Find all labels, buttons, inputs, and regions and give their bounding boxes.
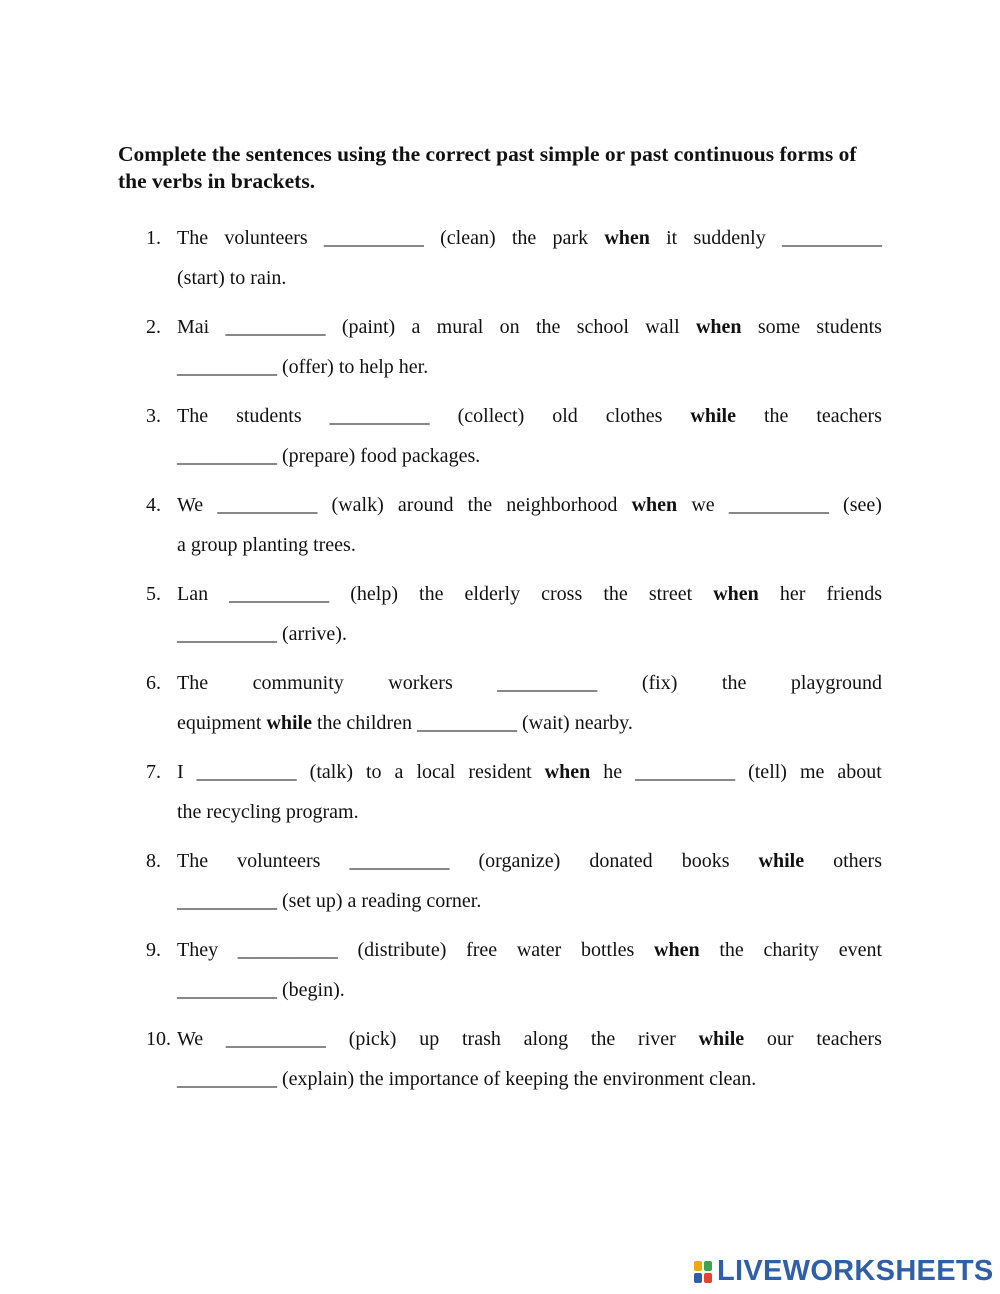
conjunction-keyword: while	[266, 712, 312, 734]
sentence-word: community	[252, 672, 344, 694]
sentence-word: street	[648, 583, 693, 605]
sentence-word: students	[236, 405, 302, 427]
sentence-word: (distribute)	[357, 939, 447, 961]
logo-mark-square	[704, 1261, 712, 1271]
sentence-text: __________ (offer) to help her.	[177, 356, 429, 378]
exercise-line-1	[177, 672, 882, 695]
conjunction-keyword: when	[631, 494, 678, 516]
exercise-line-1	[177, 583, 882, 606]
sentence-word: the	[603, 583, 628, 605]
sentence-word: the	[721, 672, 747, 694]
exercise-number: 10.	[146, 1028, 171, 1050]
sentence-word: volunteers	[237, 850, 321, 872]
exercise-line-1	[177, 1028, 882, 1051]
answer-blank: __________	[225, 316, 326, 338]
exercise-line-2	[177, 979, 882, 1002]
sentence-word: (see)	[843, 494, 882, 516]
sentence-word: park	[552, 227, 589, 249]
exercise-number: 4.	[146, 494, 161, 516]
exercise-number: 5.	[146, 583, 161, 605]
sentence-text: the children __________ (wait) nearby.	[312, 712, 633, 734]
sentence-word: (walk)	[331, 494, 384, 516]
sentence-word: (clean)	[440, 227, 496, 249]
sentence-word: (pick)	[348, 1028, 397, 1050]
logo-text: LIVEWORKSHEETS	[717, 1255, 994, 1287]
exercise-number: 6.	[146, 672, 161, 694]
answer-blank: __________	[728, 494, 829, 516]
sentence-word: neighborhood	[506, 494, 618, 516]
liveworksheets-logo	[693, 1255, 994, 1288]
logo-mark-square	[694, 1273, 702, 1283]
answer-blank: __________	[196, 761, 297, 783]
sentence-word: teachers	[816, 1028, 882, 1050]
sentence-word: (talk)	[309, 761, 353, 783]
sentence-word: old	[552, 405, 578, 427]
sentence-word: we	[691, 494, 715, 516]
sentence-word: Lan	[177, 583, 209, 605]
sentence-word: a	[411, 316, 421, 338]
sentence-word: a	[394, 761, 404, 783]
sentence-word: (tell)	[748, 761, 787, 783]
logo-mark-icon	[693, 1260, 713, 1284]
exercise-item	[0, 491, 1000, 580]
exercise-item	[0, 1025, 1000, 1114]
sentence-word: mural	[436, 316, 484, 338]
sentence-word: The	[177, 672, 209, 694]
exercise-line-2	[177, 1068, 882, 1091]
exercise-number: 2.	[146, 316, 161, 338]
answer-blank: __________	[229, 583, 330, 605]
exercise-item	[0, 936, 1000, 1025]
sentence-word: along	[523, 1028, 569, 1050]
conjunction-keyword: while	[758, 850, 805, 872]
sentence-text: __________ (arrive).	[177, 623, 347, 645]
sentence-word: the	[467, 494, 493, 516]
sentence-text: (start) to rain.	[177, 267, 287, 289]
sentence-word: the	[763, 405, 789, 427]
conjunction-keyword: while	[698, 1028, 745, 1050]
sentence-word: donated	[589, 850, 653, 872]
sentence-word: The	[177, 227, 209, 249]
sentence-word: teachers	[816, 405, 882, 427]
sentence-word: he	[603, 761, 623, 783]
exercise-item	[0, 847, 1000, 936]
sentence-word: it	[666, 227, 678, 249]
sentence-word: playground	[790, 672, 882, 694]
exercise-number: 7.	[146, 761, 161, 783]
sentence-word: event	[838, 939, 882, 961]
instructions: Complete the sentences using the correct past simple or past continuous forms of the verbs in brackets.	[118, 142, 857, 193]
sentence-word: (collect)	[457, 405, 525, 427]
sentence-word: on	[499, 316, 520, 338]
sentence-text: __________ (explain) the importance of keeping the environment clean.	[177, 1068, 757, 1090]
sentence-word: (organize)	[478, 850, 561, 872]
sentence-word: The	[177, 850, 209, 872]
sentence-word: elderly	[464, 583, 521, 605]
exercise-item	[0, 669, 1000, 758]
sentence-word: the	[511, 227, 537, 249]
exercise-number: 1.	[146, 227, 161, 249]
sentence-word: others	[833, 850, 882, 872]
sentence-word: (help)	[350, 583, 398, 605]
exercise-number: 8.	[146, 850, 161, 872]
logo-mark-square	[694, 1261, 702, 1271]
sentence-word: I	[177, 761, 184, 783]
exercise-line-2	[177, 445, 882, 468]
sentence-text: equipment	[177, 712, 267, 734]
sentence-word: charity	[763, 939, 819, 961]
answer-blank: __________	[497, 672, 598, 694]
exercise-line-1	[177, 494, 882, 517]
answer-blank: __________	[323, 227, 424, 249]
logo-mark-square	[704, 1273, 712, 1283]
conjunction-keyword: when	[544, 761, 591, 783]
sentence-word: volunteers	[224, 227, 308, 249]
answer-blank: __________	[217, 494, 318, 516]
sentence-word: trash	[461, 1028, 501, 1050]
conjunction-keyword: when	[713, 583, 759, 605]
sentence-word: her	[779, 583, 806, 605]
answer-blank: __________	[635, 761, 736, 783]
exercise-list	[0, 224, 1000, 1114]
sentence-word: suddenly	[693, 227, 766, 249]
sentence-word: local	[416, 761, 456, 783]
sentence-word: resident	[468, 761, 532, 783]
sentence-text: __________ (set up) a reading corner.	[177, 890, 482, 912]
exercise-item	[0, 758, 1000, 847]
sentence-word: We	[177, 1028, 204, 1050]
sentence-word: We	[177, 494, 204, 516]
exercise-line-2	[177, 356, 882, 379]
answer-blank: __________	[225, 1028, 326, 1050]
exercise-line-1	[177, 761, 882, 784]
sentence-word: the	[419, 583, 444, 605]
sentence-word: workers	[388, 672, 453, 694]
sentence-word: free	[466, 939, 498, 961]
exercise-item	[0, 580, 1000, 669]
sentence-word: up	[419, 1028, 440, 1050]
sentence-word: to	[365, 761, 382, 783]
sentence-word: books	[681, 850, 730, 872]
sentence-word: friends	[826, 583, 882, 605]
sentence-word: students	[816, 316, 882, 338]
exercise-item	[0, 313, 1000, 402]
sentence-word: clothes	[605, 405, 663, 427]
sentence-word: cross	[541, 583, 583, 605]
exercise-line-2	[177, 712, 882, 735]
conjunction-keyword: when	[654, 939, 700, 961]
exercise-number: 9.	[146, 939, 161, 961]
sentence-text: the recycling program.	[177, 801, 359, 823]
sentence-word: (paint)	[341, 316, 396, 338]
exercise-line-2	[177, 890, 882, 913]
sentence-text: __________ (prepare) food packages.	[177, 445, 481, 467]
conjunction-keyword: while	[690, 405, 736, 427]
sentence-text: __________ (begin).	[177, 979, 345, 1001]
exercise-line-1	[177, 316, 882, 339]
sentence-word: about	[837, 761, 882, 783]
sentence-word: some	[757, 316, 801, 338]
sentence-word: (fix)	[641, 672, 678, 694]
sentence-word: bottles	[580, 939, 635, 961]
sentence-text: a group planting trees.	[177, 534, 356, 556]
sentence-word: around	[397, 494, 454, 516]
sentence-word: our	[766, 1028, 794, 1050]
exercise-line-2	[177, 801, 882, 824]
sentence-word: the	[535, 316, 561, 338]
sentence-word: wall	[645, 316, 680, 338]
exercise-item	[0, 402, 1000, 491]
exercise-line-1	[177, 850, 882, 873]
sentence-word: the	[719, 939, 744, 961]
exercise-number: 3.	[146, 405, 161, 427]
exercise-line-2	[177, 534, 882, 557]
exercise-line-1	[177, 405, 882, 428]
sentence-word: me	[799, 761, 825, 783]
sentence-word: the	[590, 1028, 616, 1050]
exercise-line-2	[177, 267, 882, 290]
answer-blank: __________	[781, 227, 882, 249]
sentence-word: The	[177, 405, 209, 427]
exercise-line-2	[177, 623, 882, 646]
sentence-word: river	[638, 1028, 676, 1050]
exercise-line-1	[177, 227, 882, 250]
answer-blank: __________	[349, 850, 450, 872]
sentence-word: They	[177, 939, 219, 961]
exercise-line-1	[177, 939, 882, 962]
sentence-word: school	[576, 316, 629, 338]
exercise-item	[0, 224, 1000, 313]
answer-blank: __________	[329, 405, 430, 427]
conjunction-keyword: when	[604, 227, 650, 249]
sentence-word: Mai	[177, 316, 210, 338]
answer-blank: __________	[237, 939, 338, 961]
sentence-word: water	[516, 939, 562, 961]
conjunction-keyword: when	[695, 316, 742, 338]
